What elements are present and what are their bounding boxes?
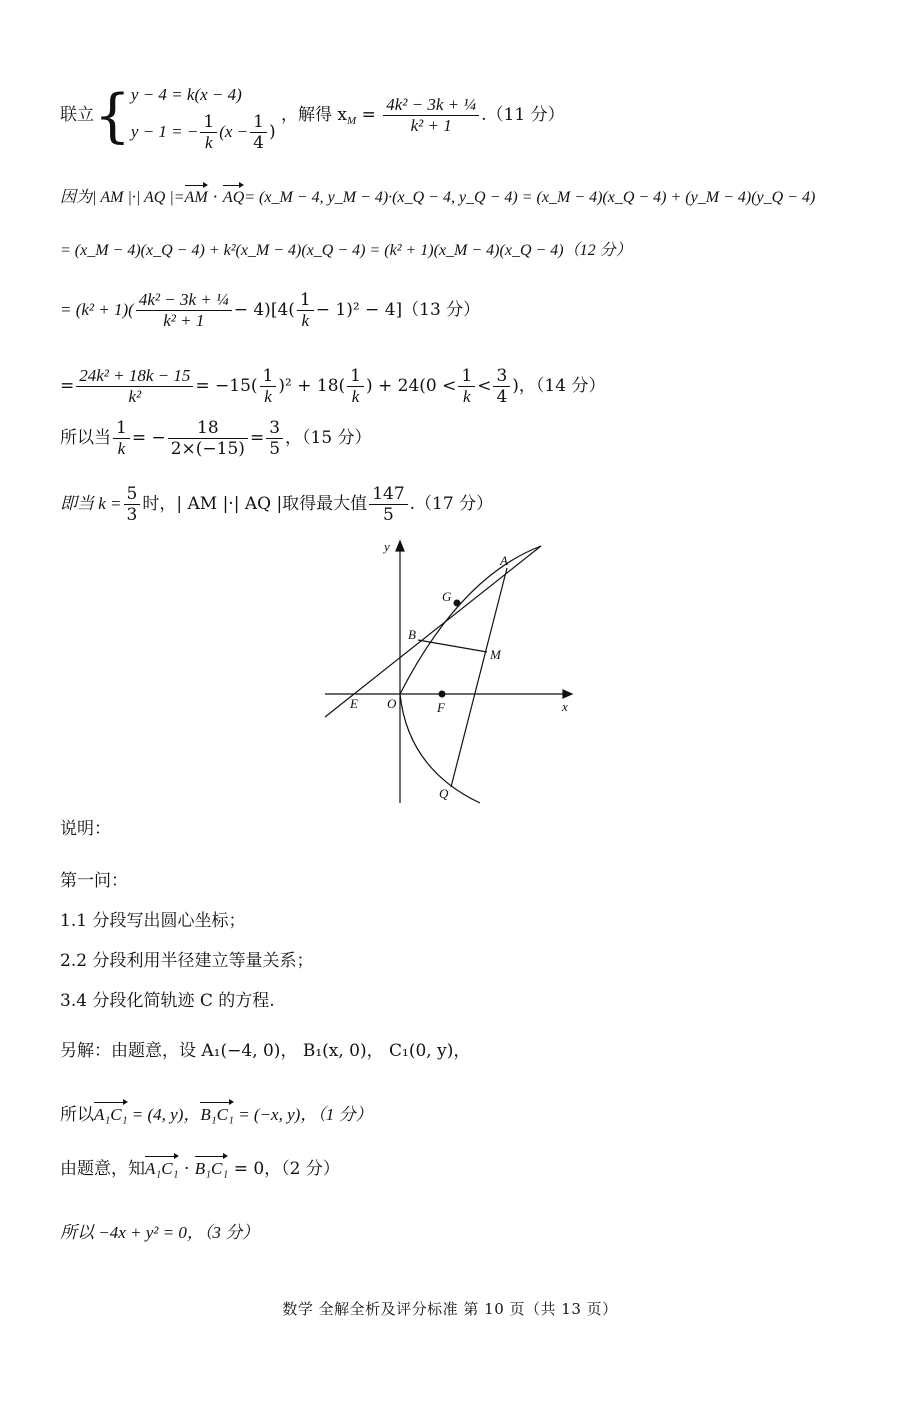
alt-solution: 另解：由题意，设 A₁(−4, 0)， B₁(x, 0)， C₁(0, y)， [60,1041,471,1061]
vector-am: AM [185,187,208,209]
parabola-figure [320,535,580,805]
substitution-line: = (k² + 1)( $\frac{\text{4k² − 3k + ¼}}{\text{k² + 1}}$ − 4)[4( $\frac{1}{k}$ − 1)² − 4]（13 分） [60,290,481,330]
system-prefix: 联立 [60,105,94,125]
label-y: y [384,539,390,554]
label-e: E [350,696,358,711]
label-a: A [500,553,508,568]
label-o: O [387,696,397,711]
xm-fraction: $\frac{\text{4k² − 3k + ¼}}{\text{k² + 1}}$ [383,95,479,136]
notes-item-3: 3.4 分段化简轨迹 C 的方程. [60,991,275,1011]
expansion-line: = (x_M − 4)(x_Q − 4) + k²(x_M − 4)(x_Q − 4) = (k² + 1)(x_M − 4)(x_Q − 4)（12 分） [60,242,632,259]
equation-1: y − 4 = k(x − 4) [130,85,242,104]
dot-product-line: 因为| AM |·| AQ |=AM · AQ= (x_M − 4, y_M − 4)·(x_Q − 4, y_Q − 4) = (x_M − 4)(x_Q − 4) + (y_M − 4)(y_Q − 4) [60,186,815,209]
x-axis-arrow-icon [563,690,572,698]
tangent-line [325,546,541,717]
alt-step-1: 所以A₁C₁ = (4, y)，B₁C₁ = (−x, y)，（1 分） [60,1105,373,1125]
label-b: B [408,627,416,642]
brace-icon: { [94,81,131,150]
label-x: x [562,699,568,714]
system-line [60,78,565,153]
vertex-line: 所以当 $\frac{1}{k}$ = − $\frac{18}{2\times(-15)}$ = $\frac{3}{5}$ ，（15 分） [60,418,372,459]
point-g [454,600,461,607]
label-m: M [490,647,501,662]
equation-2: y − 1 = − $\frac{1}{k}$ (x − $\frac{1}{4}$ ) [130,112,276,153]
notes-question-1: 第一问： [60,871,128,891]
label-g: G [442,589,452,604]
page-footer: 数学 全解全析及评分标准 第 10 页（共 13 页） [282,1300,618,1318]
notes-title: 说明： [60,819,111,839]
conclusion-line: 即当 k = $\frac{5}{3}$ 时，| AM |·| AQ |取得最大值 $\frac{147}{5}$ .（17 分） [60,484,494,525]
point-f [439,691,446,698]
alt-step-3: 所以 −4x + y² = 0，（3 分） [60,1223,260,1242]
alt-step-2: 由题意，知A₁C₁ · B₁C₁ = 0，（2 分） [60,1159,340,1179]
equation-system [131,78,276,153]
label-f: F [437,700,445,715]
notes-item-1: 1.1 分段写出圆心坐标； [60,911,246,931]
vector-aq: AQ [223,187,244,209]
y-axis-arrow-icon [396,541,404,551]
label-q: Q [439,786,449,801]
solve-text: ，解得 $x_M$ = [281,105,376,127]
score-11: .（11 分） [481,105,565,125]
parabola-curve [400,546,541,803]
quadratic-line: = $\frac{\text{24k² + 18k − 15}}{\text{k²}}$ = −15( $\frac{1}{k}$ )² + 18( $\frac{1}{k}$ ) + 24(0 < $\frac{1}{k}$ < $\frac{3}{4}$ )，（14 分） [60,366,606,407]
notes-item-2: 2.2 分段利用半径建立等量关系； [60,951,314,971]
